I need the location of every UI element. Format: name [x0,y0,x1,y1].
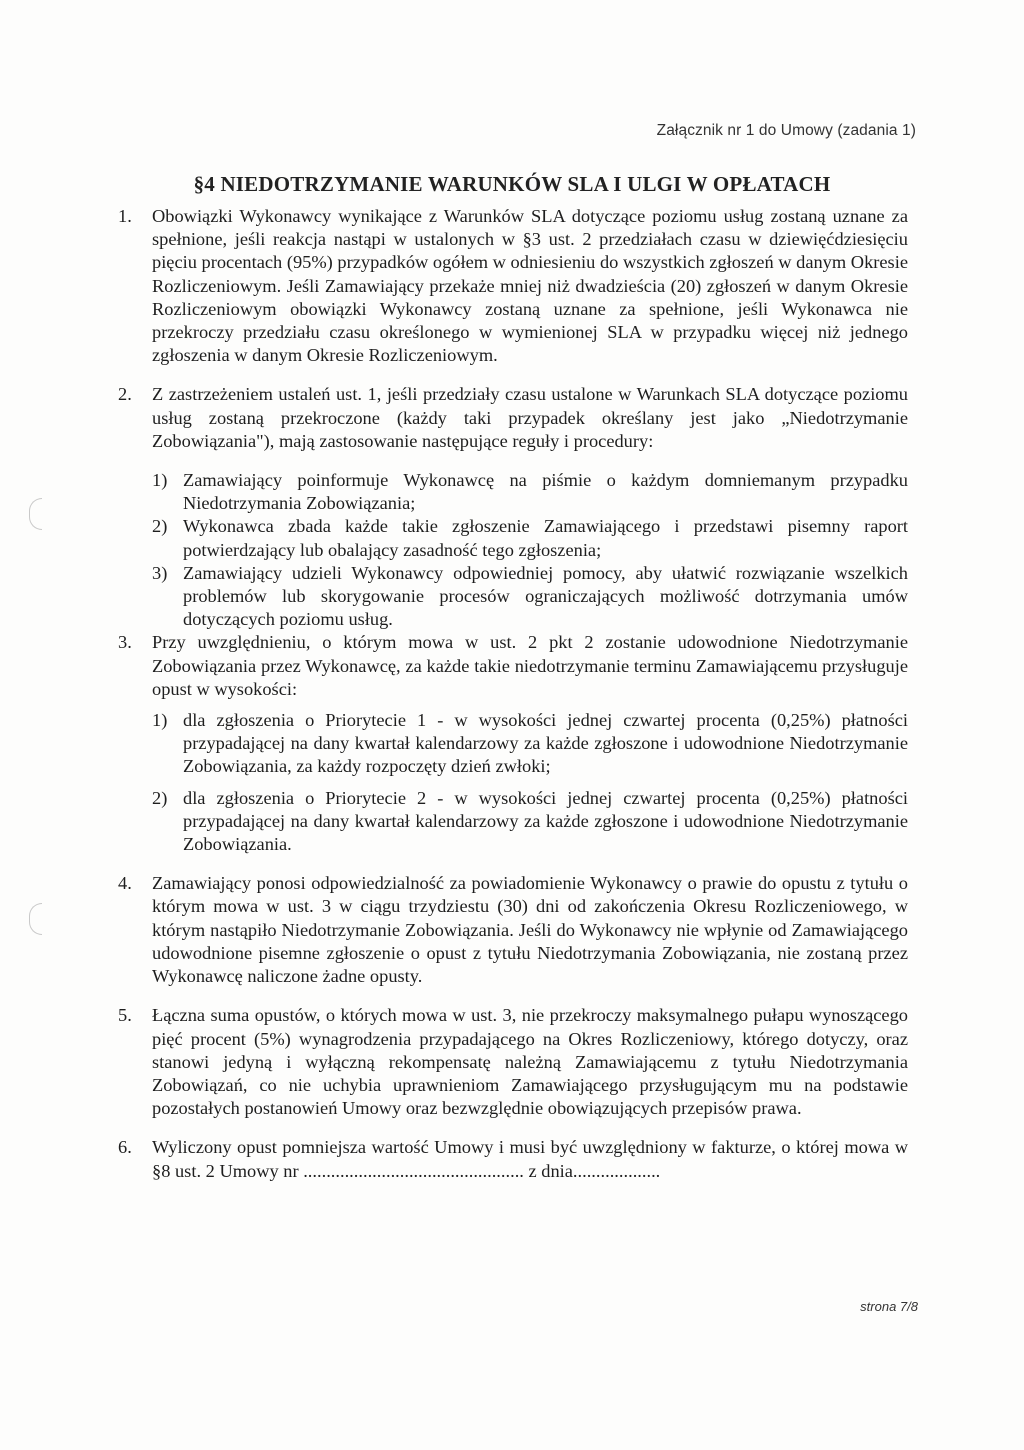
list-item [152,515,908,561]
paragraph-text: Przy uwzględnieniu, o którym mowa w ust. 2 pkt 2 zostanie udowodnione Niedotrzymanie Zobowiązania przez Wykonawcę, za każde takie niedotrzymanie terminu Zamawiającemu przysługuje opust w wysokości: [152,632,908,699]
paragraph-number: 1. [118,206,132,226]
paragraph-number: 2. [118,384,132,405]
list-item-text: dla zgłoszenia o Priorytecie 1 - w wysokości jednej czwartej procenta (0,25%) płatności przypadającej na dany kwartał kalendarzowy za każde zgłoszone i udowodnione Niedotrzymanie Zobowiązania, za każdy rozpoczęty dzień zwłoki; [183,710,908,777]
list-item-text: Wykonawca zbada każde takie zgłoszenie Zamawiającego i przedstawi pisemny raport potwierdzający lub obalający zasadność tego zgłoszenia; [183,516,908,560]
list-item-number: 2) [152,516,168,537]
list-item-text: Zamawiający udzieli Wykonawcy odpowiedniej pomocy, aby ułatwić rozwiązanie wszelkich problemów lub skorygowanie procesów ograniczających możliwość dotrzymania umów dotyczących poziomu usług. [183,562,908,630]
section-title: §4 NIEDOTRZYMANIE WARUNKÓW SLA I ULGI W OPŁATACH [193,172,831,196]
list-item-text: dla zgłoszenia o Priorytecie 2 - w wysokości jednej czwartej procenta (0,25%) płatności przypadającej na dany kwartał kalendarzowy za każde zgłoszone i udowodnione Niedotrzymanie Zobowiązania. [183,787,908,855]
list-item-number: 1) [152,710,168,731]
paragraph-2 [118,383,908,453]
paragraph-4 [118,872,908,988]
list-item-text: Zamawiający poinformuje Wykonawcę na piśmie o każdym domniemanym przypadku Niedotrzymania Zobowiązania; [183,470,908,514]
list-item [152,709,908,779]
paragraph-number: 6. [118,1137,132,1158]
paragraph-3-list [152,709,908,856]
paragraph-1 [118,205,908,367]
paragraph-text: Zamawiający ponosi odpowiedzialność za powiadomienie Wykonawcy o prawie do opustu z tytułu o którym mowa w ust. 3 w ciągu trzydziestu (30) dni od zakończenia Okresu Rozliczeniowego, w którym nastąpiło Niedotrzymanie Zobowiązania. Jeśli do Wykonawcy nie wpłynie od Zamawiającego udowodnione pisemne zgłoszenie o opust z tytułu Niedotrzymania Zobowiązania, nie zostaną przez Wykonawcę naliczone żadne opusty. [152,873,908,987]
paragraph-text: Obowiązki Wykonawcy wynikające z Warunków SLA dotyczące poziomu usług zostaną uznane za spełnione, jeśli reakcja nastąpi w ustalonych w §3 ust. 2 przedziałach czasu w dziewięćdziesięciu pięciu procentach (95%) przypadków ogółem w odniesieniu do wszystkich zgłoszeń w danym Okresie Rozliczeniowym. Jeśli Zamawiający przekaże mniej niż dwadzieścia (20) zgłoszeń w danym Okresie Rozliczeniowym obowiązki Wykonawcy zostaną uznane za spełnione, jeśli Wykonawca nie przekroczy przedziału czasu określonego w wymienionej SLA w przypadku więcej niż jednego zgłoszenia w danym Okresie Rozliczeniowym. [152,206,908,366]
punch-hole-mark [29,903,42,935]
list-item-number: 3) [152,562,168,583]
paragraph-text: Łączna suma opustów, o których mowa w ust. 3, nie przekroczy maksymalnego pułapu wynoszącego pięć procent (5%) wynagrodzenia przypadającego na Okres Rozliczeniowy, którego dotyczy, oraz stanowi jedyną i wyłączną rekompensatę należną Zamawiającemu z tytułu Niedotrzymania Zobowiązań, co nie uchybia uprawnieniom Zamawiającego przysługującym mu na podstawie pozostałych postanowień Umowy oraz bezwzględnie obowiązujących przepisów prawa. [152,1005,908,1119]
paragraph-2-list [152,469,908,631]
list-item-number: 2) [152,787,168,808]
list-item [152,469,908,515]
list-item-number: 1) [152,470,168,491]
paragraph-number: 4. [118,873,132,894]
paragraph-5 [118,1004,908,1120]
document-body [118,205,908,1183]
attachment-header: Załącznik nr 1 do Umowy (zadania 1) [656,122,916,139]
paragraph-text: Wyliczony opust pomniejsza wartość Umowy i musi być uwzględniony w fakturze, o której mowa w §8 ust. 2 Umowy nr ................................................ z dnia................... [152,1137,908,1181]
paragraph-text: Z zastrzeżeniem ustaleń ust. 1, jeśli przedziały czasu ustalone w Warunkach SLA dotyczące poziomu usług zostaną przekroczone (każdy taki przypadek określany jest jako „Niedotrzymanie Zobowiązania"), mają zastosowanie następujące reguły i procedury: [152,384,908,451]
paragraph-3 [118,631,908,701]
paragraph-number: 3. [118,632,132,653]
paragraph-6 [118,1136,908,1182]
list-item [152,787,908,857]
punch-hole-mark [29,498,42,530]
page-number: strona 7/8 [860,1299,918,1314]
paragraph-number: 5. [118,1005,132,1026]
list-item [152,562,908,632]
